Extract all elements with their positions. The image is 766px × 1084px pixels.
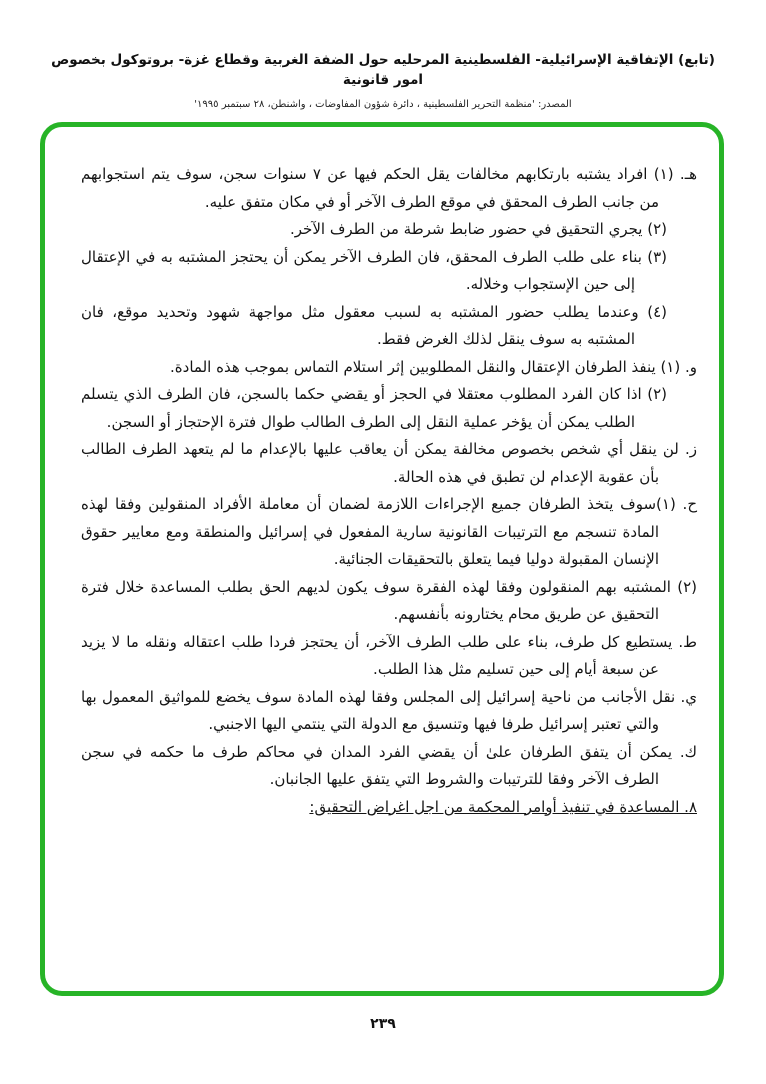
document-header [0, 50, 766, 110]
section-8-heading: ٨. المساعدة في تنفيذ أوامر المحكمة من اجل اغراض التحقيق: [309, 797, 697, 816]
document-title: (تابع) الإتفاقية الإسرائيلية- الفلسطينية المرحليه حول الضفة الغربية وقطاع غزة- بروتوكول بخصوص امور قانونية [51, 52, 715, 88]
paragraph-w-2: (٢) اذا كان الفرد المطلوب معتقلا في الحجز أو يقضي حكما بالسجن، فان الطرف الذي يتسلم الطلب يمكن أن يؤخر عملية النقل إلى الطرف الطالب طوال فترة الإحتجاز أو السجن. [81, 385, 667, 431]
paragraph-hh-2: (٢) المشتبه بهم المنقولون وفقا لهذه الفقرة سوف يكون لديهم الحق بطلب المساعدة خلال فترة التحقيق عن طريق محام يختارونه بأنفسهم. [81, 577, 697, 623]
paragraph-h-4: (٤) وعندما يطلب حضور المشتبه به لسبب معقول مثل مواجهة شهود وتحديد موقع، فان المشتبه به سوف ينقل لذلك الغرض فقط. [81, 302, 667, 348]
paragraph-t: ط. يستطيع كل طرف، بناء على طلب الطرف الآخر، أن يحتجز فردا طلب اعتقاله ونقله ما لا يزيد عن سبعة أيام إلى حين تسليم مثل هذا الطلب. [81, 632, 697, 678]
paragraph-k: ك. يمكن أن يتفق الطرفان علىٰ أن يقضي الفرد المدان في محاكم طرف ما حكمه في سجن الطرف الآخر وفقا للترتيبات والشروط التي يتفق عليها الجانبان. [81, 742, 697, 788]
document-body [45, 127, 719, 821]
source-line: المصدر: 'منظمة التحرير الفلسطينية ، دائرة شؤون المفاوضات ، واشنطن، ٢٨ سبتمبر ١٩٩٥' [194, 99, 572, 110]
paragraph-h-1: هـ. (١) افراد يشتبه بارتكابهم مخالفات يقل الحكم فيها عن ٧ سنوات سجن، سوف يتم استجوابهم من جانب الطرف المحقق في موقع الطرف الآخر أو في مكان متفق عليه. [81, 165, 698, 211]
paragraph-h-2: (٢) يجري التحقيق في حضور ضابط شرطة من الطرف الآخر. [290, 220, 667, 238]
green-highlight-frame [40, 122, 724, 996]
paragraph-z: ز. لن ينقل أي شخص بخصوص مخالفة يمكن أن يعاقب عليها بالإعدام ما لم يتعهد الطرف الطالب بأن عقوبة الإعدام لن تطبق في هذه الحالة. [81, 440, 697, 486]
page-number: ٢٣٩ [370, 1016, 396, 1032]
paragraph-w-1: و. (١) ينفذ الطرفان الإعتقال والنقل المطلوبين إثر استلام التماس بموجب هذه المادة. [170, 357, 697, 376]
paragraph-y: ي. نقل الأجانب من ناحية إسرائيل إلى المجلس وفقا لهذه المادة سوف يخضع للمواثيق المعمول بها والتي تعتبر إسرائيل طرفا فيها وتنسيق مع الدولة التي ينتمي اليها الاجنبي. [81, 687, 697, 733]
paragraph-hh-1: ح. (١)سوف يتخذ الطرفان جميع الإجراءات اللازمة لضمان أن معاملة الأفراد المنقولين وفقا لهذه المادة تنسجم مع الترتيبات القانونية سارية المفعول في إسرائيل والمنطقة ومع معايير حقوق الإنسان المقبولة دوليا فيما يتعلق بالتحقيقات الجنائية. [81, 495, 697, 568]
paragraph-h-3: (٣) بناء على طلب الطرف المحقق، فان الطرف الآخر يمكن أن يحتجز المشتبه به في الإعتقال إلى حين الإستجواب وخلاله. [81, 247, 667, 293]
